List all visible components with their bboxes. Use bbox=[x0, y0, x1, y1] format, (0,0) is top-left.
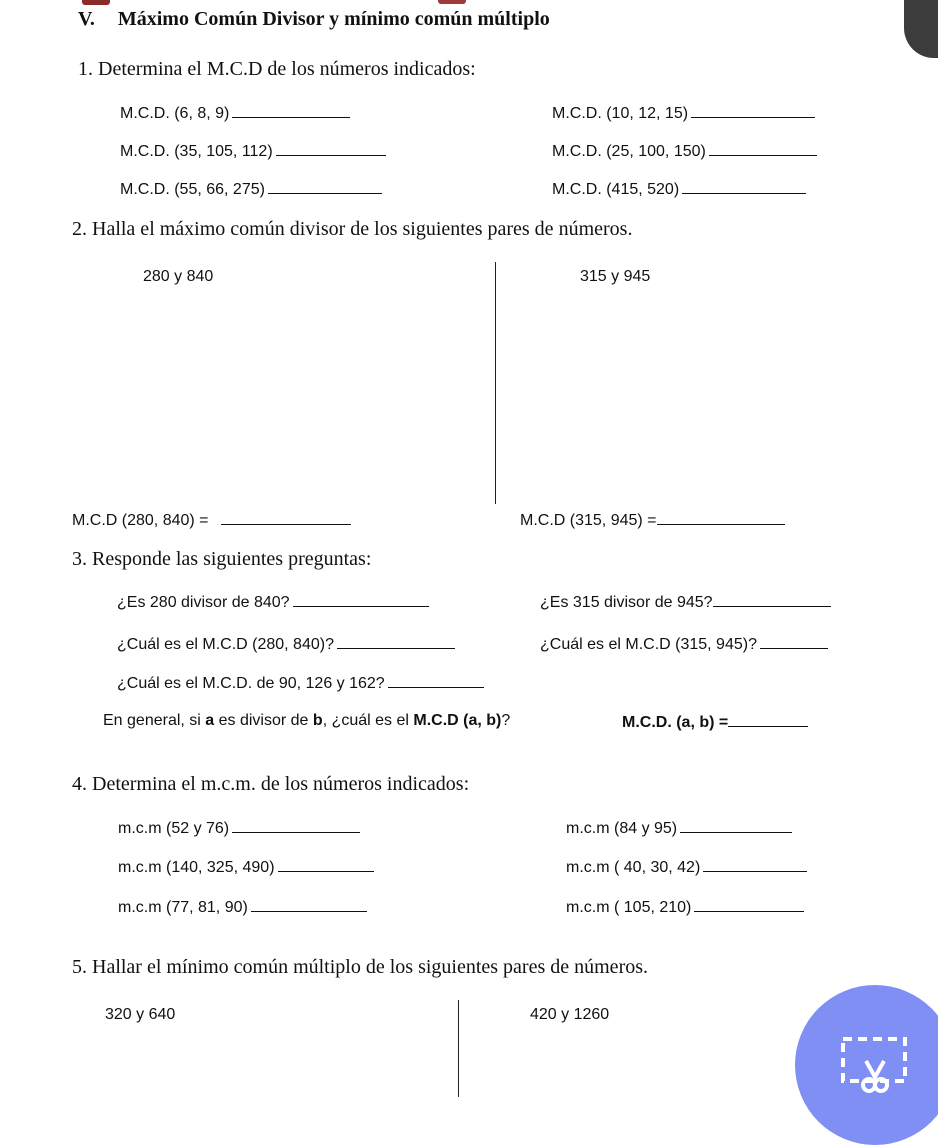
s2-result-left: M.C.D (280, 840) = bbox=[72, 510, 351, 530]
answer-blank[interactable] bbox=[251, 897, 367, 912]
answer-blank[interactable] bbox=[760, 634, 828, 649]
answer-blank[interactable] bbox=[337, 634, 455, 649]
answer-blank[interactable] bbox=[703, 857, 807, 872]
column-divider bbox=[495, 262, 496, 504]
answer-blank[interactable] bbox=[682, 179, 806, 194]
answer-blank[interactable] bbox=[713, 592, 831, 607]
pair-right: 315 y 945 bbox=[580, 268, 651, 285]
screenshot-crop-button[interactable] bbox=[795, 985, 938, 1145]
answer-blank[interactable] bbox=[728, 712, 808, 727]
answer-blank[interactable] bbox=[680, 818, 792, 833]
s4-item: m.c.m (52 y 76) bbox=[118, 818, 360, 838]
s4-item: m.c.m ( 40, 30, 42) bbox=[566, 857, 807, 877]
question-general: En general, si a es divisor de b, ¿cuál es el M.C.D (a, b)? bbox=[103, 712, 511, 729]
s3-heading: 3. Responde las siguientes preguntas: bbox=[72, 548, 372, 570]
s4-heading: 4. Determina el m.c.m. de los números indicados: bbox=[72, 773, 470, 795]
corner-tab[interactable] bbox=[904, 0, 938, 58]
s1-item: M.C.D. (415, 520) bbox=[552, 179, 806, 199]
pair-left: 280 y 840 bbox=[143, 268, 214, 285]
s2-heading: 2. Halla el máximo común divisor de los siguientes pares de números. bbox=[72, 218, 633, 240]
screenshot-crop-icon bbox=[835, 1025, 915, 1105]
title-text: Máximo Común Divisor y mínimo común múltiplo bbox=[117, 8, 550, 30]
s1-heading: 1. Determina el M.C.D de los números indicados: bbox=[78, 58, 476, 80]
answer-blank[interactable] bbox=[691, 103, 815, 118]
top-decoration bbox=[438, 0, 466, 4]
s1-item: M.C.D. (10, 12, 15) bbox=[552, 103, 815, 123]
page-title bbox=[78, 8, 550, 31]
pair-left: 320 y 640 bbox=[105, 1006, 176, 1023]
question: ¿Cuál es el M.C.D (280, 840)? bbox=[117, 634, 455, 654]
s4-item: m.c.m (84 y 95) bbox=[566, 818, 792, 838]
question: ¿Es 280 divisor de 840? bbox=[117, 592, 429, 612]
top-decoration bbox=[82, 0, 110, 5]
question: ¿Cuál es el M.C.D. de 90, 126 y 162? bbox=[117, 673, 484, 693]
s4-item: m.c.m (77, 81, 90) bbox=[118, 897, 367, 917]
answer-blank[interactable] bbox=[232, 818, 360, 833]
s2-result-right: M.C.D (315, 945) = bbox=[520, 510, 785, 530]
answer-blank[interactable] bbox=[293, 592, 429, 607]
question: ¿Es 315 divisor de 945? bbox=[540, 592, 831, 612]
s1-item: M.C.D. (35, 105, 112) bbox=[120, 141, 386, 161]
answer-blank[interactable] bbox=[709, 141, 817, 156]
answer-blank[interactable] bbox=[276, 141, 386, 156]
section-numeral: V. bbox=[78, 8, 95, 30]
answer-blank[interactable] bbox=[278, 857, 374, 872]
answer-blank[interactable] bbox=[657, 510, 785, 525]
s1-item: M.C.D. (25, 100, 150) bbox=[552, 141, 817, 161]
answer-blank[interactable] bbox=[388, 673, 484, 688]
s1-item: M.C.D. (6, 8, 9) bbox=[120, 103, 350, 123]
s1-item: M.C.D. (55, 66, 275) bbox=[120, 179, 382, 199]
general-answer: M.C.D. (a, b) = bbox=[622, 712, 808, 732]
question: ¿Cuál es el M.C.D (315, 945)? bbox=[540, 634, 828, 654]
answer-blank[interactable] bbox=[694, 897, 804, 912]
column-divider bbox=[458, 1000, 459, 1097]
answer-blank[interactable] bbox=[221, 510, 351, 525]
s4-item: m.c.m ( 105, 210) bbox=[566, 897, 804, 917]
s5-heading: 5. Hallar el mínimo común múltiplo de los siguientes pares de números. bbox=[72, 956, 649, 978]
answer-blank[interactable] bbox=[268, 179, 382, 194]
answer-blank[interactable] bbox=[232, 103, 350, 118]
s4-item: m.c.m (140, 325, 490) bbox=[118, 857, 374, 877]
pair-right: 420 y 1260 bbox=[530, 1006, 610, 1023]
